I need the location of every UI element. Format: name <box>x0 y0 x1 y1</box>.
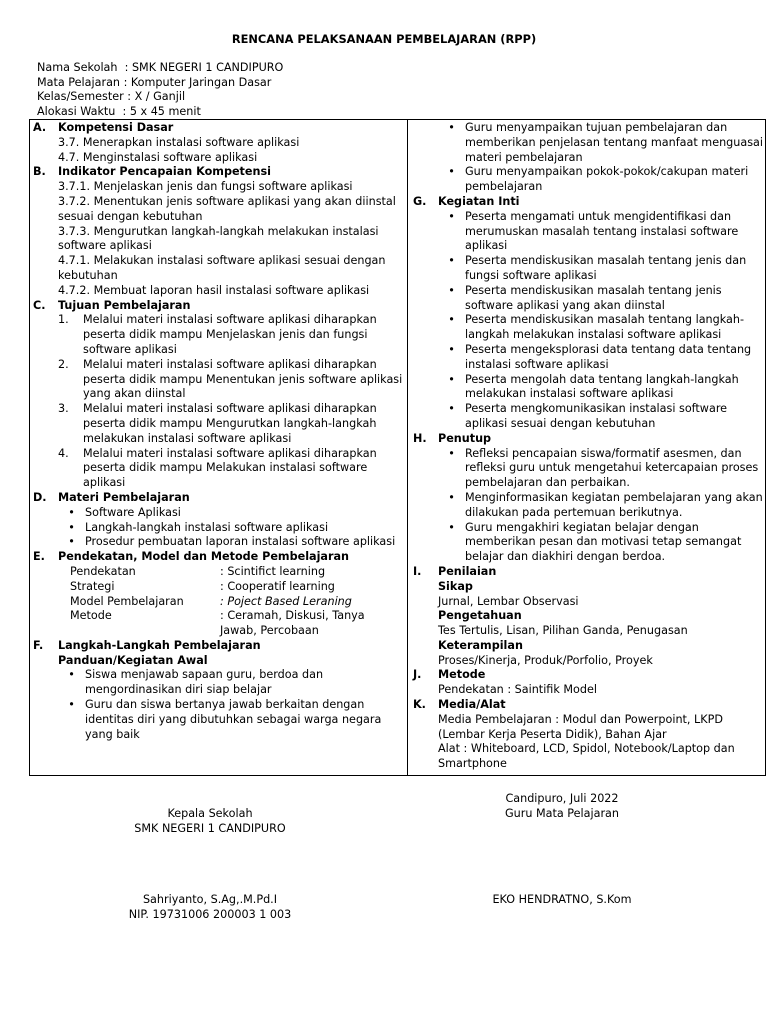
section-title: Pendekatan, Model dan Metode Pembelajaran <box>58 550 349 564</box>
opening-activity-item <box>413 165 765 195</box>
objective-item <box>33 358 405 402</box>
section-title: Kompetensi Dasar <box>58 121 174 134</box>
section-k-heading <box>413 698 765 713</box>
principal-title: Kepala Sekolah <box>167 807 253 820</box>
kd-item: 3.7. Menerapkan instalasi software aplikasi <box>58 135 300 149</box>
section-letter: D. <box>33 490 47 504</box>
closing-activity-item <box>413 447 765 491</box>
activity-text: Refleksi pencapaian siswa/formatif asesmen, dan refleksi guru untuk mengetahui ketercapaian proses pembelajaran dan perbaikan. <box>465 446 759 490</box>
identity-value: : X / Ganjil <box>127 90 186 103</box>
core-activity-item <box>413 402 765 432</box>
core-activity-item <box>413 210 765 254</box>
section-title: Media/Alat <box>438 698 506 712</box>
objective-text: Melalui materi instalasi software aplikasi diharapkan peserta didik mampu Menjelaskan jenis dan fungsi software aplikasi <box>83 313 377 356</box>
activity-text: Guru dan siswa bertanya jawab berkaitan dengan identitas diri yang dibutuhkan sebagai warga negara yang baik <box>85 698 382 741</box>
identity-row-time <box>37 105 417 120</box>
section-a-heading <box>33 121 405 136</box>
opening-activity-item <box>413 121 765 165</box>
section-f-heading <box>33 639 405 654</box>
objective-text: Melalui materi instalasi software aplikasi diharapkan peserta didik mampu Menentukan jenis software aplikasi yang akan diinstal <box>83 357 403 401</box>
principal-nip: NIP. 19731006 200003 1 003 <box>128 908 292 921</box>
identity-key: Alokasi Waktu <box>37 104 123 118</box>
indicator-item: 3.7.3. Mengurutkan langkah-langkah melakukan instalasi software aplikasi <box>58 224 379 253</box>
section-title: Indikator Pencapaian Kompetensi <box>58 165 271 179</box>
identity-row-school <box>37 61 417 76</box>
section-letter: K. <box>413 698 426 712</box>
activity-text: Peserta mengeksplorasi data tentang data tentang instalasi software aplikasi <box>465 342 752 371</box>
approach-row <box>33 580 405 595</box>
activity-text: Peserta mengkomunikasikan instalasi software aplikasi sesuai dengan kebutuhan <box>465 402 728 430</box>
section-i-heading <box>413 565 765 580</box>
section-letter: J. <box>413 668 422 682</box>
section-title: Metode <box>438 668 486 682</box>
core-activity-item <box>413 343 765 373</box>
identity-row-subject <box>37 76 417 91</box>
section-title: Penutup <box>438 431 492 445</box>
signature-date: Candipuro, Juli 2022 <box>505 792 619 805</box>
indicator-item: 4.7.2. Membuat laporan hasil instalasi software aplikasi <box>58 283 370 297</box>
section-letter: G. <box>413 194 427 208</box>
assessment-instrument: Jurnal, Lembar Observasi <box>438 594 579 608</box>
indicator-item: 4.7.1. Melakukan instalasi software aplikasi sesuai dengan kebutuhan <box>58 254 386 282</box>
bullet-icon: • <box>448 520 455 534</box>
identity-value: : 5 x 45 menit <box>122 104 201 118</box>
section-h-heading <box>413 432 765 447</box>
identity-block <box>37 61 417 119</box>
bullet-icon: • <box>68 505 75 519</box>
section-e-heading <box>33 550 405 565</box>
column-divider <box>407 119 408 776</box>
bullet-icon: • <box>448 490 455 504</box>
objective-item <box>33 313 405 357</box>
material-text: Software Aplikasi <box>85 505 181 519</box>
section-f-subtitle: Panduan/Kegiatan Awal <box>58 653 208 667</box>
bullet-icon: • <box>448 313 455 327</box>
approach-row <box>33 595 405 610</box>
objective-number: 4. <box>58 446 69 460</box>
material-item <box>33 535 405 550</box>
right-column <box>413 121 765 772</box>
approach-key: Metode <box>70 609 112 623</box>
section-title: Materi Pembelajaran <box>58 490 190 504</box>
kd-item: 4.7. Menginstalasi software aplikasi <box>58 150 258 164</box>
bullet-icon: • <box>448 165 455 179</box>
section-c-heading <box>33 299 405 314</box>
objective-text: Melalui materi instalasi software aplikasi diharapkan peserta didik mampu Melakukan instalasi software aplikasi <box>83 446 377 490</box>
bullet-icon: • <box>68 535 75 549</box>
bullet-icon: • <box>68 698 75 712</box>
core-activity-item <box>413 254 765 284</box>
teacher-name: EKO HENDRATNO, S.Kom <box>492 893 632 906</box>
approach-key: Model Pembelajaran <box>70 594 184 608</box>
objective-item <box>33 447 405 491</box>
section-b-heading <box>33 165 405 180</box>
document-title: RENCANA PELAKSANAAN PEMBELAJARAN (RPP) <box>231 32 537 46</box>
section-title: Penilaian <box>438 564 497 578</box>
teacher-title: Guru Mata Pelajaran <box>504 807 620 820</box>
approach-value: : Poject Based Leraning <box>220 594 352 608</box>
identity-value: : SMK NEGERI 1 CANDIPURO <box>124 61 284 74</box>
section-letter: C. <box>33 298 46 312</box>
approach-value: : Ceramah, Diskusi, Tanya Jawab, Percobaan <box>220 609 365 638</box>
core-activity-item <box>413 373 765 403</box>
material-text: Langkah-langkah instalasi software aplikasi <box>85 520 329 534</box>
assessment-instrument: Proses/Kinerja, Produk/Porfolio, Proyek <box>438 653 653 667</box>
approach-key: Pendekatan <box>70 564 136 578</box>
bullet-icon: • <box>448 372 455 386</box>
identity-value: : Komputer Jaringan Dasar <box>123 75 272 89</box>
method-line: Pendekatan : Saintifik Model <box>438 683 597 697</box>
bullet-icon: • <box>448 254 455 268</box>
activity-text: Guru mengakhiri kegiatan belajar dengan memberikan pesan dan motivasi tetap semangat belajar dan diakhiri dengan berdoa. <box>465 520 742 564</box>
objective-number: 1. <box>58 313 69 327</box>
objective-text: Melalui materi instalasi software aplikasi diharapkan peserta didik mampu Mengurutkan langkah-langkah melakukan instalasi software aplikasi <box>83 402 377 445</box>
material-item <box>33 521 405 536</box>
section-g-heading <box>413 195 765 210</box>
bullet-icon: • <box>68 520 75 534</box>
identity-row-class <box>37 90 417 105</box>
bullet-icon: • <box>448 402 455 416</box>
assessment-category: Pengetahuan <box>438 609 522 623</box>
approach-row <box>33 609 405 639</box>
core-activity-item <box>413 313 765 343</box>
objective-number: 3. <box>58 402 69 416</box>
assessment-category: Sikap <box>438 579 473 593</box>
activity-text: Siswa menjawab sapaan guru, berdoa dan mengordinasikan diri siap belajar <box>85 668 324 697</box>
activity-text: Peserta mendiskusikan masalah tentang jenis software aplikasi yang akan diinstal <box>465 283 722 312</box>
objective-item <box>33 402 405 446</box>
section-letter: I. <box>413 564 422 578</box>
section-letter: B. <box>33 165 46 179</box>
bullet-icon: • <box>448 342 455 356</box>
identity-key: Nama Sekolah <box>37 61 125 74</box>
tools-line: Alat : Whiteboard, LCD, Spidol, Notebook/Laptop dan Smartphone <box>438 742 735 771</box>
section-title: Langkah-Langkah Pembelajaran <box>58 638 261 652</box>
activity-text: Peserta mengamati untuk mengidentifikasi dan merumuskan masalah tentang instalasi software aplikasi <box>465 209 739 253</box>
principal-name: Sahriyanto, S.Ag,.M.Pd.I <box>142 893 278 906</box>
activity-text: Peserta mendiskusikan masalah tentang jenis dan fungsi software aplikasi <box>465 254 747 282</box>
indicator-item: 3.7.1. Menjelaskan jenis dan fungsi software aplikasi <box>58 180 353 194</box>
material-item <box>33 506 405 521</box>
closing-activity-item <box>413 491 765 521</box>
bullet-icon: • <box>448 209 455 223</box>
school-name: SMK NEGERI 1 CANDIPURO <box>134 822 286 835</box>
approach-key: Strategi <box>70 579 115 593</box>
assessment-category: Keterampilan <box>438 638 523 652</box>
section-letter: H. <box>413 431 427 445</box>
material-text: Prosedur pembuatan laporan instalasi software aplikasi <box>85 535 396 549</box>
section-j-heading <box>413 668 765 683</box>
bullet-icon: • <box>68 668 75 682</box>
section-d-heading <box>33 491 405 506</box>
activity-text: Menginformasikan kegiatan pembelajaran yang akan dilakukan pada pertemuan berikutnya. <box>465 490 763 519</box>
activity-text: Guru menyampaikan pokok-pokok/cakupan materi pembelajaran <box>465 165 749 194</box>
core-activity-item <box>413 284 765 314</box>
activity-text: Guru menyampaikan tujuan pembelajaran dan memberikan penjelasan tentang manfaat menguasai materi pembelajaran <box>465 121 764 164</box>
approach-row <box>33 565 405 580</box>
activity-item <box>33 698 405 742</box>
activity-text: Peserta mendiskusikan masalah tentang langkah-langkah melakukan instalasi software aplikasi <box>465 313 745 342</box>
activity-item <box>33 668 405 698</box>
bullet-icon: • <box>448 446 455 460</box>
bullet-icon: • <box>448 121 455 134</box>
closing-activity-item <box>413 521 765 565</box>
bullet-icon: • <box>448 283 455 297</box>
objective-number: 2. <box>58 357 69 371</box>
content-table <box>29 119 768 776</box>
section-title: Tujuan Pembelajaran <box>58 298 191 312</box>
section-letter: A. <box>33 121 47 134</box>
section-letter: E. <box>33 550 45 564</box>
identity-key: Kelas/Semester <box>37 90 128 103</box>
approach-value: : Cooperatif learning <box>220 579 335 593</box>
media-line: Media Pembelajaran : Modul dan Powerpoint, LKPD (Lembar Kerja Peserta Didik), Bahan Ajar <box>438 712 723 741</box>
approach-value: : Scintifict learning <box>220 564 326 578</box>
section-letter: F. <box>33 638 44 652</box>
left-column <box>33 121 405 742</box>
activity-text: Peserta mengolah data tentang langkah-langkah melakukan instalasi software aplikasi <box>465 372 739 401</box>
section-title: Kegiatan Inti <box>438 194 520 208</box>
assessment-instrument: Tes Tertulis, Lisan, Pilihan Ganda, Penugasan <box>438 624 688 638</box>
identity-key: Mata Pelajaran <box>37 75 124 89</box>
indicator-item: 3.7.2. Menentukan jenis software aplikasi yang akan diinstal sesuai dengan kebutuhan <box>58 194 396 223</box>
